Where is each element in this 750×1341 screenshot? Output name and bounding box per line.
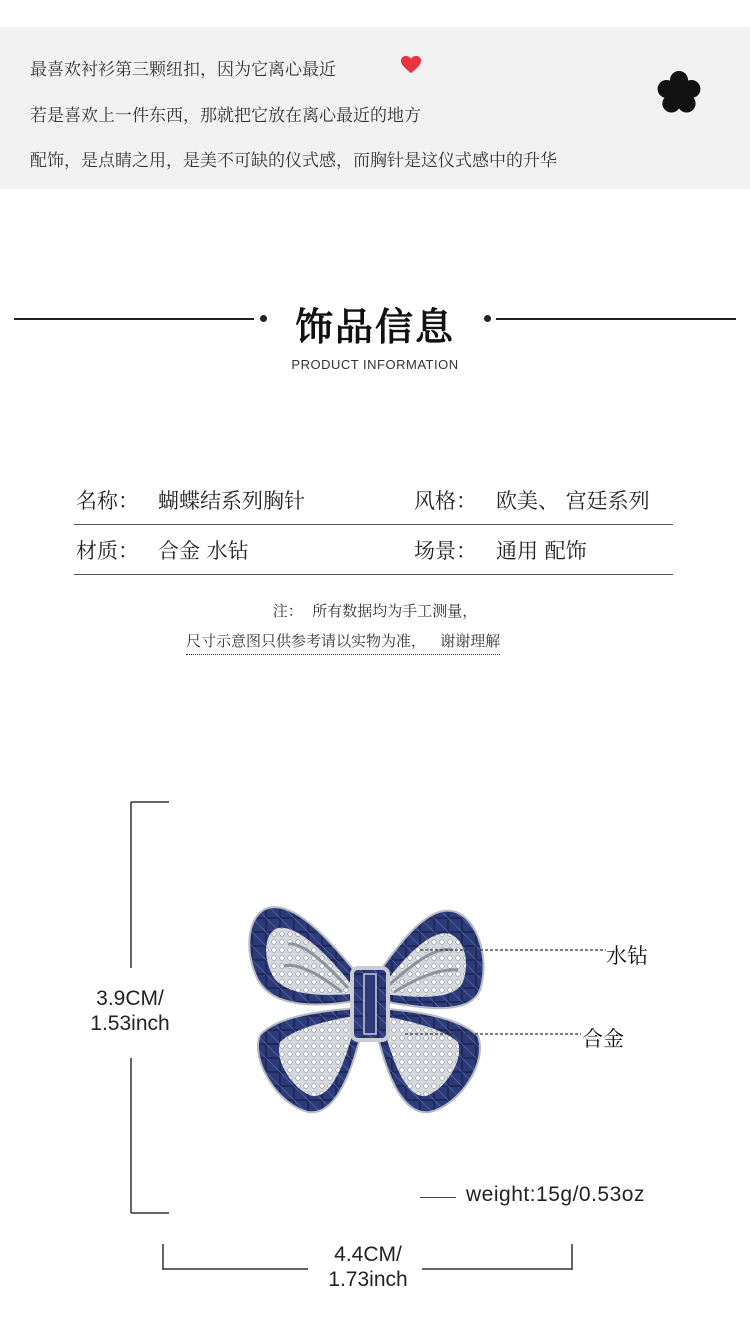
info-row-2 (74, 524, 673, 575)
info-row-1 (74, 474, 673, 525)
material-value: 合金 水钻 (158, 539, 249, 563)
title-right-dot (484, 315, 491, 322)
width-dimension (313, 1242, 423, 1292)
weight-dash (420, 1197, 456, 1198)
scene-value: 通用 配饰 (496, 539, 587, 563)
height-dimension (80, 986, 180, 1036)
alloy-callout: 合金 (582, 1027, 624, 1051)
intro-line-2: 若是喜欢上一件东西，那就把它放在离心最近的地方 (30, 106, 421, 126)
name-label: 名称： (76, 489, 139, 513)
note-line-1: 注： 所有数据均为手工测量， (272, 602, 478, 620)
section-header (0, 290, 750, 380)
intro-line-1: 最喜欢衬衫第三颗纽扣，因为它离心最近 (30, 60, 336, 80)
rhinestone-callout: 水钻 (606, 944, 648, 968)
height-cm: 3.9CM/ (96, 987, 164, 1010)
intro-line-3: 配饰，是点睛之用，是美不可缺的仪式感，而胸针是这仪式感中的升华 (30, 151, 557, 171)
rhinestone-leader-line (420, 945, 610, 955)
material-label: 材质： (76, 539, 139, 563)
width-cm: 4.4CM/ (334, 1243, 402, 1266)
width-inch: 1.73inch (328, 1268, 408, 1291)
bow-brooch-image (238, 890, 498, 1120)
intro-banner (0, 27, 750, 189)
note-line-2: 尺寸示意图只供参考请以实物为准， 谢谢理解 (186, 630, 500, 655)
weight-label: weight:15g/0.53oz (466, 1183, 645, 1206)
flower-icon (656, 70, 702, 116)
scene-label: 场景： (414, 539, 477, 563)
section-subtitle: PRODUCT INFORMATION (291, 357, 459, 372)
style-label: 风格： (414, 489, 477, 513)
height-inch: 1.53inch (90, 1012, 170, 1035)
heart-icon (400, 54, 422, 76)
alloy-leader-line (405, 1029, 585, 1039)
section-title: 饰品信息 (294, 305, 455, 349)
style-value: 欧美、 宫廷系列 (496, 489, 650, 513)
name-value: 蝴蝶结系列胸针 (158, 489, 305, 513)
title-right-rule (496, 318, 736, 320)
